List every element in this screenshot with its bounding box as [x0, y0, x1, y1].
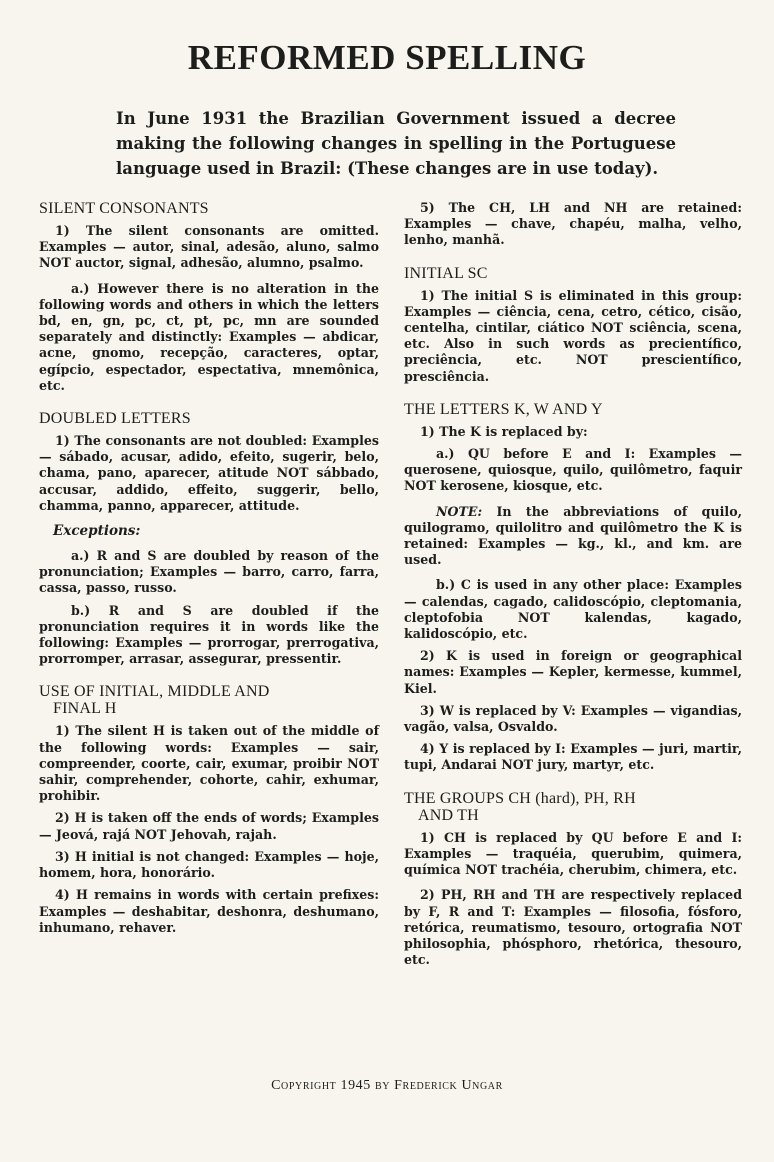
heading-silent-consonants: SILENT CONSONANTS: [39, 200, 209, 217]
page-title: REFORMED SPELLING: [187, 38, 587, 77]
paragraph: 3) H initial is not changed: Examples — hoje, homem, hora, honorário.: [39, 848, 379, 881]
paragraph: a.) QU before E and I: Examples — querosene, quiosque, quilo, quilômetro, faquir NOT kerosene, kiosque, etc.: [404, 446, 742, 494]
paragraph: 5) The CH, LH and NH are retained: Examples — chave, chapéu, malha, velho, lenho, manhã.: [404, 200, 742, 248]
paragraph: 4) Y is replaced by I: Examples — juri, martir, tupi, Andarai NOT jury, martyr, etc.: [404, 741, 742, 773]
paragraph: b.) R and S are doubled if the pronunciation requires it in words like the following: Examples — prorrogar, prerrogativa, prorromper, arrasar, assegurar, pressentir.: [39, 602, 379, 667]
paragraph: 1) CH is replaced by QU before E and I: Examples — traquéia, querubim, quimera, química NOT trachéia, cherubim, chimera, etc.: [404, 829, 742, 878]
paragraph: 2) PH, RH and TH are respectively replaced by F, R and T: Examples — filosofia, fósforo, retórica, reumatismo, tesouro, ortografia NOT philosophia, phósphoro, rhetórica, thesouro, etc.: [404, 887, 742, 968]
paragraph: a.) However there is no alteration in the following words and others in which the letters bd, en, gn, pc, ct, pt, pc, mn are sounded separately and distinctly: Examples — abdicar, acne, gnomo, recepção, caracteres, optar, egípcio, espectador, espectativa, mnemônica, etc.: [39, 280, 379, 393]
note-paragraph: [404, 504, 742, 569]
paragraph: b.) C is used in any other place: Examples — calendas, cagado, calidoscópio, cleptomania, cleptofobia NOT kalendas, kagado, kalidoscópio, etc.: [404, 577, 742, 642]
paragraph: 4) H remains in words with certain prefixes: Examples — deshabitar, deshonra, deshumano, inhumano, rehaver.: [39, 887, 379, 935]
note-text: In the abbreviations of quilo, quilogramo, quilolitro and quilômetro the K is retained: Examples — kg., kl., and km. are used.: [404, 503, 742, 568]
heading-letters-k-w-y: THE LETTERS K, W AND Y: [404, 400, 603, 418]
paragraph: 2) H is taken off the ends of words; Examples — Jeová, rajá NOT Jehovah, rajah.: [39, 810, 379, 842]
heading-initial-sc: INITIAL SC: [404, 264, 488, 282]
paragraph: 1) The silent consonants are omitted. Examples — autor, sinal, adesão, aluno, salmo NOT auctor, signal, adhesão, alumno, psalmo.: [39, 223, 379, 271]
heading-doubled-letters: DOUBLED LETTERS: [39, 410, 191, 428]
paragraph: 1) The silent H is taken out of the middle of the following words: Examples — sair, compreender, coorte, cair, exumar, proibir NOT sahir, comprehender, cohorte, cahir, exhumar, prohibir.: [39, 723, 379, 804]
note-label: NOTE:: [436, 503, 483, 519]
left-column: [39, 200, 379, 936]
paragraph: 2) K is used in foreign or geographical names: Examples — Kepler, kermesse, kummel, Kiel.: [404, 648, 742, 696]
paragraph: 1) The K is replaced by:: [420, 423, 588, 439]
intro-paragraph: In June 1931 the Brazilian Government issued a decree making the following changes in spelling in the Portuguese language used in Brazil: (These changes are in use today).: [116, 109, 676, 178]
heading-groups-ch-ph-rh-th: [404, 790, 742, 824]
paragraph: a.) R and S are doubled by reason of the pronunciation; Examples — barro, carro, farra, cassa, passo, russo.: [39, 548, 379, 596]
heading-line: AND TH: [418, 806, 479, 824]
heading-initial-middle-final-h: [39, 683, 379, 717]
right-column: [404, 200, 742, 968]
heading-line: THE GROUPS CH (hard), PH, RH: [404, 789, 636, 807]
paragraph: 3) W is replaced by V: Examples — vigandias, vagão, valsa, Osvaldo.: [404, 702, 742, 735]
paragraph: 1) The initial S is eliminated in this group: Examples — ciência, cena, cetro, cético, cisão, centelha, cintilar, ciático NOT sciência, scena, etc. Also in such words as precientífico, preciência, etc. NOT prescientífico, presciência.: [404, 287, 742, 384]
heading-line: FINAL H: [53, 700, 117, 718]
paragraph: 1) The consonants are not doubled: Examples — sábado, acusar, adido, efeito, sugerir, belo, chama, pano, aparecer, atitude NOT sábbado, accusar, addido, effeito, suggerir, bello, chamma, panno, apparecer, attitude.: [39, 433, 379, 513]
exceptions-label: Exceptions:: [53, 523, 141, 540]
copyright-footer: Copyright 1945 by Frederick Ungar: [271, 1078, 503, 1093]
heading-line: USE OF INITIAL, MIDDLE AND: [39, 683, 270, 701]
